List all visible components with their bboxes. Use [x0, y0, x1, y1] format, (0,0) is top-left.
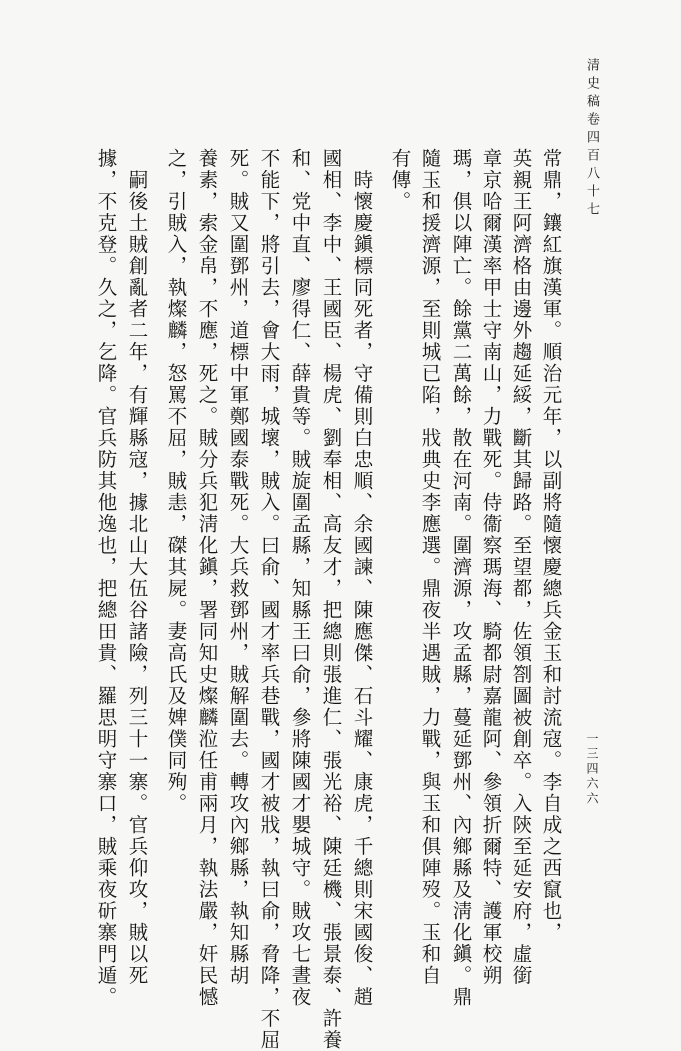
book-title-header: 清史稿卷四百八十七	[584, 58, 599, 220]
page-number: 一三四六六	[585, 732, 599, 807]
text-column-6: 有傳。	[388, 148, 412, 213]
text-column-8: 國相、李中、王國臣、楊虎、劉奉相、高友才，把總則張進仁、張光裕、陳廷機、張景泰、許養	[319, 148, 343, 1051]
text-column-11: 死。賊又圍鄧州，道標中軍鄭國泰戰死。大兵救鄧州，賊解圍去。轉攻內鄉縣，執知縣胡	[226, 148, 250, 987]
text-column-4: 瑪，俱以陣亡。餘黨二萬餘，散在河南。圍濟源，攻孟縣，蔓延鄧州、內鄉縣及淸化鎭。鼎	[449, 148, 473, 1008]
text-column-10: 不能下，將引去，會大雨，城壞，賊入。曰俞、國才率兵巷戰，國才被戕，執曰俞，脅降，不屈	[257, 148, 281, 1051]
text-column-1: 常鼎，鑲紅旗漢軍。順治元年，以副將隨懷慶總兵金玉和討流寇。李自成之西竄也，	[539, 148, 563, 944]
text-column-2: 英親王阿濟格由邊外趨延綏，斷其歸路。至望都，佐領劄圖被創卒。入陝至延安府，虛銜	[509, 148, 533, 987]
text-column-9: 和、党中直、廖得仁、薛貴等。賊旋圍孟縣，知縣王曰俞，參將陳國才嬰城守。賊攻七晝夜	[288, 148, 312, 1008]
text-column-14: 嗣後土賊創亂者二年，有輝縣寇，據北山大伍谷諸險，列三十一寨。官兵仰攻，賊以死	[125, 148, 149, 987]
text-column-12: 養素，索金帛，不應，死之。賊分兵犯淸化鎭，署同知史燦麟涖任甫兩月，執法嚴，奸民憾	[195, 148, 219, 1008]
text-column-7: 時懷慶鎭標同死者，守備則白忠順、余國諫、陳應傑、石斗耀、康虎，千總則宋國俊、趙	[350, 148, 374, 1008]
text-column-15: 據，不克登。久之，乞降。官兵防其他逸也，把總田貴、羅思明守寨口，賊乘夜斫寨門遁。	[94, 148, 118, 1008]
text-column-5: 隨玉和援濟源，至則城已陷，戕典史李應選。鼎夜半遇賊，力戰，與玉和俱陣歿。玉和自	[418, 148, 442, 987]
text-column-13: 之，引賊入，執燦麟，怒罵不屈，賊恚，磔其屍。妻高氏及婢僕同殉。	[164, 148, 188, 815]
text-column-3: 章京哈爾漢率甲士守南山，力戰死。侍衞察瑪海、騎都尉嘉龍阿、參領折爾特、護軍校朔	[479, 148, 503, 987]
